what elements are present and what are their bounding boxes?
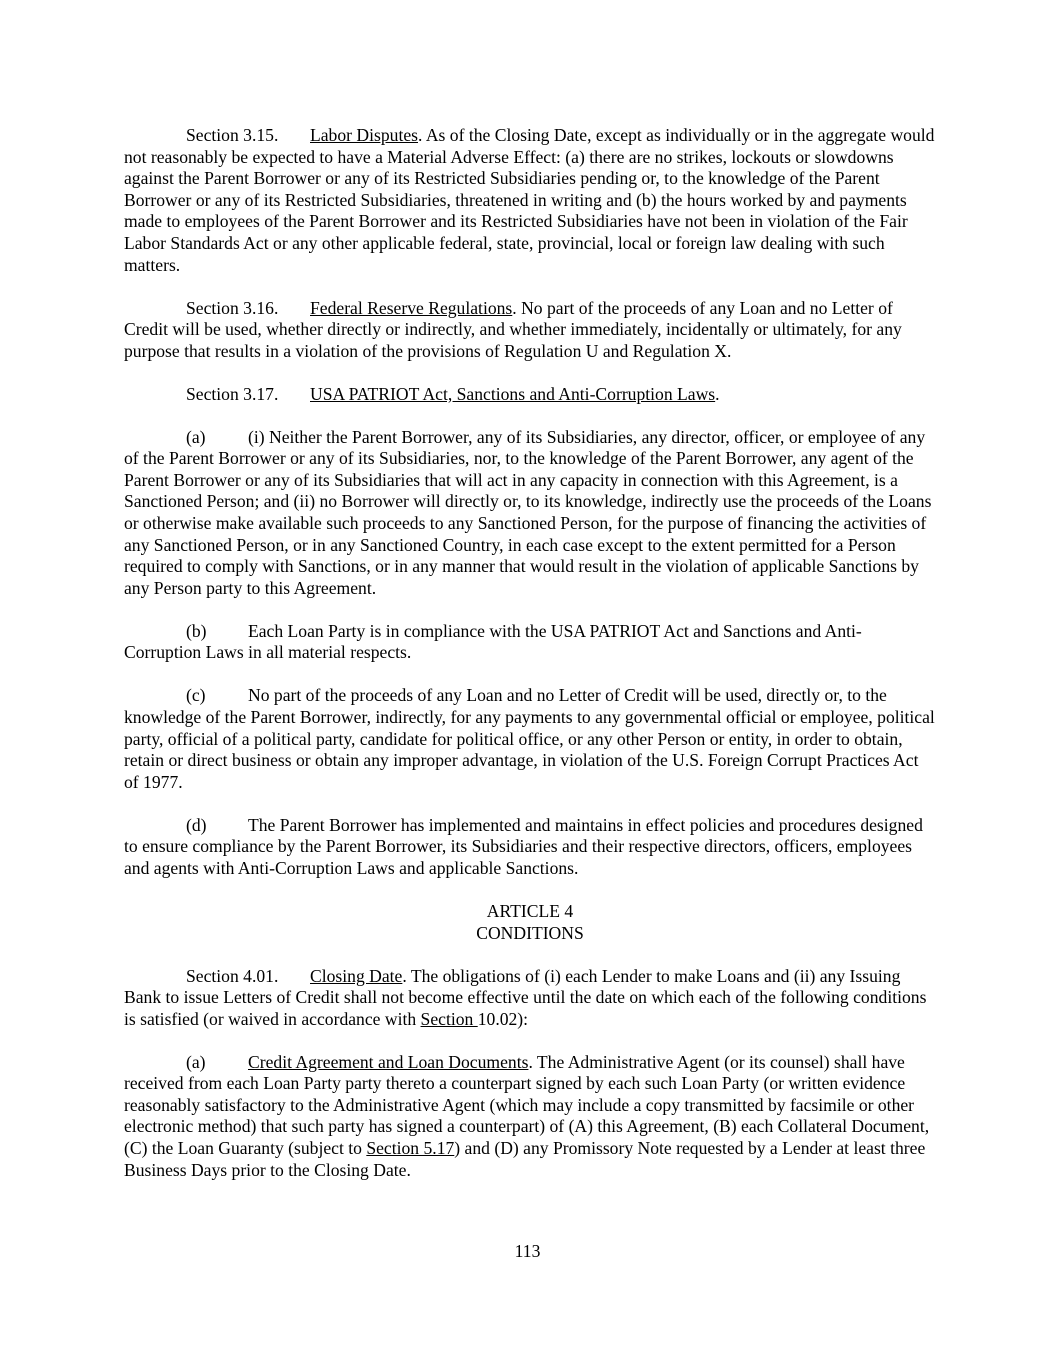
clause-3-17-b bbox=[124, 621, 936, 664]
clause-label: (a) bbox=[186, 1051, 206, 1072]
section-heading: USA PATRIOT Act, Sanctions and Anti-Corruption Laws bbox=[310, 383, 716, 404]
article-heading bbox=[124, 901, 936, 944]
clause-label: (b) bbox=[186, 620, 207, 641]
section-3-17 bbox=[124, 384, 936, 406]
section-number: Section 3.16. bbox=[186, 297, 279, 318]
clause-body: . The Administrative Agent (or its counsel) shall have received from each Loan Party party thereto a counterpart signed by each such Loan Party (or written evidence reasonably satisfactory to the Administrative Agent (which may include a copy transmitted by facsimile or other electronic method) that such party has signed a counterpart) of (A) this Agreement, (B) each Collateral Document, (C) the Loan Guaranty (subject to bbox=[124, 1051, 930, 1159]
clause-3-17-d bbox=[124, 815, 936, 880]
document-page bbox=[124, 125, 936, 1203]
section-body: . No part of the proceeds of any Loan and no Letter of Credit will be used, whether directly or indirectly, and whether immediately, incidentally or ultimately, for any purpose that results in a violation of the provisions of Regulation U and Regulation X. bbox=[124, 297, 902, 361]
section-heading: Federal Reserve Regulations bbox=[310, 297, 513, 318]
section-number: Section 3.15. bbox=[186, 125, 279, 145]
clause-body: Each Loan Party is in compliance with the USA PATRIOT Act and Sanctions and Anti-Corruption Laws in all material respects. bbox=[124, 620, 862, 663]
section-number: Section 3.17. bbox=[186, 383, 279, 404]
clause-label: (d) bbox=[186, 814, 207, 835]
clause-body-end: ) and (D) any Promissory Note requested by a Lender at least three Business Days prior to the Closing Date. bbox=[124, 1138, 926, 1180]
section-reference-link[interactable]: Section bbox=[420, 1008, 478, 1029]
clause-body: No part of the proceeds of any Loan and no Letter of Credit will be used, directly or, to the knowledge of the Parent Borrower, indirectly, for any payments to any governmental official or employee, political party, official of a political party, candidate for political office, or any other Person or entity, in order to obtain, retain or direct business or obtain any improper advantage, in violation of the U.S. Foreign Corrupt Practices Act of 1977. bbox=[124, 685, 935, 792]
clause-4-01-a bbox=[124, 1052, 936, 1182]
clause-body: The Parent Borrower has implemented and maintains in effect policies and procedures designed to ensure compliance by the Parent Borrower, its Subsidiaries and their respective directors, officers, employees and agents with Anti-Corruption Laws and applicable Sanctions. bbox=[124, 814, 923, 878]
clause-label: (c) bbox=[186, 685, 206, 706]
section-reference-link[interactable]: Section 5.17 bbox=[366, 1138, 455, 1159]
section-reference-rest: 10.02): bbox=[477, 1008, 529, 1029]
section-body: . The obligations of (i) each Lender to make Loans and (ii) any Issuing Bank to issue Letters of Credit shall not become effective until the date on which each of the following conditions is satisfied (or waived in accordance with bbox=[124, 965, 927, 1029]
section-3-16 bbox=[124, 298, 936, 363]
page-number: 113 bbox=[514, 1241, 541, 1261]
clause-3-17-a bbox=[124, 427, 936, 600]
article-title: CONDITIONS bbox=[476, 922, 584, 943]
section-heading: Closing Date bbox=[310, 965, 403, 986]
clause-3-17-c bbox=[124, 685, 936, 793]
clause-heading: Credit Agreement and Loan Documents bbox=[248, 1051, 529, 1072]
article-number: ARTICLE 4 bbox=[486, 900, 574, 921]
clause-label: (a) bbox=[186, 426, 206, 447]
section-number: Section 4.01. bbox=[186, 965, 279, 986]
section-body: . As of the Closing Date, except as individually or in the aggregate would not reasonably be expected to have a Material Adverse Effect: (a) there are no strikes, lockouts or slowdowns against the Parent Borrower or any of its Restricted Subsidiaries pending or, to the knowledge of the Parent Borrower or any of its Restricted Subsidiaries, threatened in writing and (b) the hours worked by and payments made to employees of the Parent Borrower and its Restricted Subsidiaries have not been in violation of the Fair Labor Standards Act or any other applicable federal, state, provincial, local or foreign law dealing with such matters. bbox=[124, 125, 935, 275]
section-4-01 bbox=[124, 966, 936, 1031]
section-body: . bbox=[715, 383, 720, 404]
clause-body: (i) Neither the Parent Borrower, any of its Subsidiaries, any director, officer, or employee of any of the Parent Borrower or any of its Subsidiaries, nor, to the knowledge of the Parent Borrower, any agent of the Parent Borrower or any of its Subsidiaries that will act in any capacity in connection with this Agreement, is a Sanctioned Person; and (ii) no Borrower will directly or, to its knowledge, indirectly use the proceeds of the Loans or otherwise make available such proceeds to any Sanctioned Person, for the purpose of financing the activities of any Sanctioned Person, or in any Sanctioned Country, in each case except to the extent permitted for a Person required to comply with Sanctions, or in any manner that would result in the violation of applicable Sanctions by any Person party to this Agreement. bbox=[124, 426, 932, 598]
section-heading: Labor Disputes bbox=[310, 125, 418, 145]
section-3-15 bbox=[124, 125, 936, 276]
